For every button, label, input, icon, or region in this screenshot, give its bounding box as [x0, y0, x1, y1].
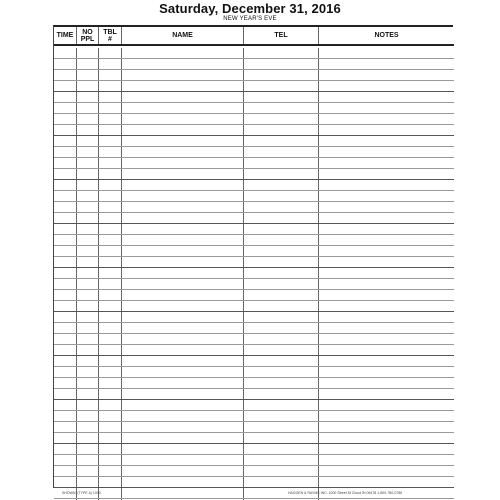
table-cell-tel[interactable] — [244, 125, 319, 135]
table-cell-name[interactable] — [122, 235, 244, 245]
table-cell-tel[interactable] — [244, 202, 319, 212]
table-row — [54, 114, 454, 125]
table-row — [54, 224, 454, 235]
table-cell-tbl[interactable] — [99, 477, 122, 487]
table-cell-tbl[interactable] — [99, 125, 122, 135]
table-row — [54, 433, 454, 444]
table-cell-tbl[interactable] — [99, 301, 122, 311]
table-cell-tel[interactable] — [244, 136, 319, 146]
table-cell-tel[interactable] — [244, 312, 319, 322]
table-cell-time[interactable] — [54, 345, 77, 355]
table-cell-notes[interactable] — [319, 367, 454, 377]
table-cell-tbl[interactable] — [99, 323, 122, 333]
footer-publisher: HAGGEN & RAYMS INC. 1000 Street St Cloud IN 06478 1-800-780-0786 — [288, 491, 403, 495]
table-row — [54, 191, 454, 202]
table-cell-name[interactable] — [122, 477, 244, 487]
table-cell-time[interactable] — [54, 433, 77, 443]
table-row — [54, 455, 454, 466]
table-cell-notes[interactable] — [319, 246, 454, 256]
table-cell-time[interactable] — [54, 70, 77, 80]
table-cell-name[interactable] — [122, 180, 244, 190]
table-cell-ppl[interactable] — [77, 422, 99, 432]
table-cell-ppl[interactable] — [77, 59, 99, 69]
table-cell-tbl[interactable] — [99, 345, 122, 355]
table-cell-notes[interactable] — [319, 103, 454, 113]
table-row — [54, 323, 454, 334]
table-cell-time[interactable] — [54, 246, 77, 256]
table-cell-tbl[interactable] — [99, 444, 122, 454]
table-cell-time[interactable] — [54, 180, 77, 190]
table-cell-tel[interactable] — [244, 356, 319, 366]
table-cell-time[interactable] — [54, 466, 77, 476]
table-cell-tbl[interactable] — [99, 290, 122, 300]
table-cell-time[interactable] — [54, 213, 77, 223]
table-cell-notes[interactable] — [319, 389, 454, 399]
table-cell-ppl[interactable] — [77, 466, 99, 476]
page-subtitle: NEW YEAR'S EVE — [223, 16, 277, 22]
table-cell-tbl[interactable] — [99, 246, 122, 256]
table-cell-ppl[interactable] — [77, 114, 99, 124]
table-cell-ppl[interactable] — [77, 224, 99, 234]
table-cell-ppl[interactable] — [77, 70, 99, 80]
table-cell-notes[interactable] — [319, 191, 454, 201]
table-cell-name[interactable] — [122, 81, 244, 91]
table-cell-notes[interactable] — [319, 114, 454, 124]
table-cell-tbl[interactable] — [99, 389, 122, 399]
table-cell-time[interactable] — [54, 356, 77, 366]
table-cell-tbl[interactable] — [99, 268, 122, 278]
table-cell-name[interactable] — [122, 378, 244, 388]
table-cell-ppl[interactable] — [77, 92, 99, 102]
table-cell-time[interactable] — [54, 389, 77, 399]
table-cell-time[interactable] — [54, 301, 77, 311]
table-cell-time[interactable] — [54, 202, 77, 212]
table-cell-tel[interactable] — [244, 400, 319, 410]
table-cell-tbl[interactable] — [99, 367, 122, 377]
table-cell-ppl[interactable] — [77, 191, 99, 201]
table-cell-notes[interactable] — [319, 81, 454, 91]
table-cell-time[interactable] — [54, 378, 77, 388]
table-cell-tbl[interactable] — [99, 455, 122, 465]
table-cell-name[interactable] — [122, 103, 244, 113]
table-cell-notes[interactable] — [319, 59, 454, 69]
table-cell-notes[interactable] — [319, 224, 454, 234]
table-cell-time[interactable] — [54, 224, 77, 234]
table-cell-name[interactable] — [122, 202, 244, 212]
table-cell-name[interactable] — [122, 114, 244, 124]
table-cell-time[interactable] — [54, 114, 77, 124]
table-cell-time[interactable] — [54, 125, 77, 135]
table-cell-notes[interactable] — [319, 433, 454, 443]
table-cell-name[interactable] — [122, 246, 244, 256]
table-cell-ppl[interactable] — [77, 312, 99, 322]
table-cell-name[interactable] — [122, 466, 244, 476]
table-row — [54, 169, 454, 180]
table-cell-time[interactable] — [54, 48, 77, 58]
table-cell-name[interactable] — [122, 48, 244, 58]
table-cell-tel[interactable] — [244, 169, 319, 179]
page-title: Saturday, December 31, 2016 — [159, 1, 341, 16]
table-row — [54, 246, 454, 257]
table-cell-ppl[interactable] — [77, 246, 99, 256]
table-cell-notes[interactable] — [319, 477, 454, 487]
table-cell-ppl[interactable] — [77, 48, 99, 58]
table-cell-notes[interactable] — [319, 92, 454, 102]
table-cell-name[interactable] — [122, 444, 244, 454]
table-cell-time[interactable] — [54, 400, 77, 410]
table-cell-ppl[interactable] — [77, 411, 99, 421]
table-cell-time[interactable] — [54, 455, 77, 465]
table-cell-notes[interactable] — [319, 400, 454, 410]
column-header-time: TIME — [54, 27, 77, 44]
table-cell-name[interactable] — [122, 422, 244, 432]
table-row — [54, 180, 454, 191]
table-cell-time[interactable] — [54, 59, 77, 69]
table-row — [54, 290, 454, 301]
table-cell-tbl[interactable] — [99, 136, 122, 146]
table-cell-tel[interactable] — [244, 290, 319, 300]
table-cell-ppl[interactable] — [77, 477, 99, 487]
table-cell-name[interactable] — [122, 290, 244, 300]
table-cell-notes[interactable] — [319, 136, 454, 146]
table-row — [54, 356, 454, 367]
table-cell-name[interactable] — [122, 147, 244, 157]
table-cell-ppl[interactable] — [77, 81, 99, 91]
table-cell-notes[interactable] — [319, 356, 454, 366]
table-cell-name[interactable] — [122, 367, 244, 377]
table-cell-time[interactable] — [54, 444, 77, 454]
table-row — [54, 125, 454, 136]
table-row — [54, 158, 454, 169]
table-cell-name[interactable] — [122, 224, 244, 234]
table-cell-notes[interactable] — [319, 312, 454, 322]
table-cell-tel[interactable] — [244, 147, 319, 157]
table-cell-time[interactable] — [54, 312, 77, 322]
table-cell-notes[interactable] — [319, 257, 454, 267]
table-cell-tbl[interactable] — [99, 257, 122, 267]
table-header — [54, 27, 454, 46]
table-cell-ppl[interactable] — [77, 257, 99, 267]
table-cell-tel[interactable] — [244, 455, 319, 465]
table-cell-notes[interactable] — [319, 125, 454, 135]
table-cell-tbl[interactable] — [99, 48, 122, 58]
column-header-tel: TEL — [244, 27, 319, 44]
table-cell-tel[interactable] — [244, 389, 319, 399]
table-cell-tel[interactable] — [244, 433, 319, 443]
table-cell-ppl[interactable] — [77, 290, 99, 300]
table-cell-notes[interactable] — [319, 158, 454, 168]
table-cell-time[interactable] — [54, 191, 77, 201]
table-cell-notes[interactable] — [319, 466, 454, 476]
table-cell-time[interactable] — [54, 136, 77, 146]
table-cell-time[interactable] — [54, 323, 77, 333]
table-cell-notes[interactable] — [319, 213, 454, 223]
table-cell-tel[interactable] — [244, 257, 319, 267]
table-cell-tbl[interactable] — [99, 378, 122, 388]
table-cell-notes[interactable] — [319, 180, 454, 190]
table-cell-ppl[interactable] — [77, 180, 99, 190]
table-row — [54, 257, 454, 268]
table-cell-tel[interactable] — [244, 180, 319, 190]
table-row — [54, 301, 454, 312]
table-cell-tel[interactable] — [244, 235, 319, 245]
table-row — [54, 70, 454, 81]
table-cell-name[interactable] — [122, 191, 244, 201]
table-cell-name[interactable] — [122, 213, 244, 223]
table-cell-tel[interactable] — [244, 323, 319, 333]
table-cell-notes[interactable] — [319, 455, 454, 465]
table-row — [54, 422, 454, 433]
table-cell-time[interactable] — [54, 411, 77, 421]
table-cell-name[interactable] — [122, 70, 244, 80]
table-cell-name[interactable] — [122, 389, 244, 399]
table-cell-tel[interactable] — [244, 422, 319, 432]
table-cell-tbl[interactable] — [99, 70, 122, 80]
table-cell-name[interactable] — [122, 279, 244, 289]
table-cell-time[interactable] — [54, 147, 77, 157]
table-cell-time[interactable] — [54, 334, 77, 344]
table-cell-notes[interactable] — [319, 411, 454, 421]
table-row — [54, 400, 454, 411]
table-cell-tbl[interactable] — [99, 312, 122, 322]
table-row — [54, 59, 454, 70]
table-cell-tel[interactable] — [244, 92, 319, 102]
table-cell-tbl[interactable] — [99, 180, 122, 190]
table-cell-name[interactable] — [122, 433, 244, 443]
table-cell-time[interactable] — [54, 290, 77, 300]
table-cell-tbl[interactable] — [99, 191, 122, 201]
table-cell-time[interactable] — [54, 268, 77, 278]
table-cell-ppl[interactable] — [77, 169, 99, 179]
table-cell-time[interactable] — [54, 367, 77, 377]
table-cell-tbl[interactable] — [99, 224, 122, 234]
table-cell-notes[interactable] — [319, 202, 454, 212]
table-cell-notes[interactable] — [319, 48, 454, 58]
table-cell-tbl[interactable] — [99, 169, 122, 179]
table-cell-notes[interactable] — [319, 70, 454, 80]
table-row — [54, 235, 454, 246]
table-cell-notes[interactable] — [319, 345, 454, 355]
table-cell-tbl[interactable] — [99, 103, 122, 113]
table-cell-ppl[interactable] — [77, 279, 99, 289]
table-cell-ppl[interactable] — [77, 345, 99, 355]
table-cell-name[interactable] — [122, 136, 244, 146]
table-row — [54, 136, 454, 147]
table-cell-tbl[interactable] — [99, 81, 122, 91]
table-cell-time[interactable] — [54, 169, 77, 179]
table-cell-ppl[interactable] — [77, 125, 99, 135]
table-cell-ppl[interactable] — [77, 136, 99, 146]
table-cell-ppl[interactable] — [77, 378, 99, 388]
table-cell-tbl[interactable] — [99, 411, 122, 421]
table-cell-ppl[interactable] — [77, 103, 99, 113]
table-cell-ppl[interactable] — [77, 400, 99, 410]
table-cell-ppl[interactable] — [77, 334, 99, 344]
table-cell-tel[interactable] — [244, 301, 319, 311]
table-row — [54, 466, 454, 477]
table-cell-ppl[interactable] — [77, 455, 99, 465]
table-row — [54, 48, 454, 59]
table-cell-tbl[interactable] — [99, 433, 122, 443]
table-cell-ppl[interactable] — [77, 389, 99, 399]
reservation-sheet — [53, 25, 453, 488]
table-row — [54, 103, 454, 114]
table-row — [54, 411, 454, 422]
table-cell-tel[interactable] — [244, 224, 319, 234]
table-cell-tel[interactable] — [244, 334, 319, 344]
table-cell-tel[interactable] — [244, 367, 319, 377]
table-cell-name[interactable] — [122, 411, 244, 421]
table-cell-tbl[interactable] — [99, 356, 122, 366]
table-cell-name[interactable] — [122, 400, 244, 410]
table-row — [54, 92, 454, 103]
table-cell-tbl[interactable] — [99, 422, 122, 432]
table-cell-tbl[interactable] — [99, 158, 122, 168]
table-row — [54, 312, 454, 323]
table-cell-tel[interactable] — [244, 81, 319, 91]
footer — [0, 491, 500, 499]
column-header-notes: NOTES — [374, 32, 399, 39]
table-cell-time[interactable] — [54, 92, 77, 102]
table-cell-tel[interactable] — [244, 477, 319, 487]
table-cell-tel[interactable] — [244, 444, 319, 454]
table-cell-ppl[interactable] — [77, 147, 99, 157]
table-cell-ppl[interactable] — [77, 158, 99, 168]
table-row — [54, 268, 454, 279]
table-cell-tbl[interactable] — [99, 92, 122, 102]
table-cell-name[interactable] — [122, 125, 244, 135]
table-row — [54, 477, 454, 488]
table-cell-notes[interactable] — [319, 290, 454, 300]
table-cell-name[interactable] — [122, 312, 244, 322]
table-row — [54, 444, 454, 455]
table-cell-tbl[interactable] — [99, 400, 122, 410]
table-cell-time[interactable] — [54, 81, 77, 91]
table-body — [54, 48, 454, 500]
table-cell-tel[interactable] — [244, 411, 319, 421]
table-cell-name[interactable] — [122, 323, 244, 333]
table-row — [54, 367, 454, 378]
table-cell-name[interactable] — [122, 92, 244, 102]
table-row — [54, 378, 454, 389]
table-cell-name[interactable] — [122, 169, 244, 179]
table-cell-ppl[interactable] — [77, 356, 99, 366]
table-cell-notes[interactable] — [319, 235, 454, 245]
table-cell-notes[interactable] — [319, 268, 454, 278]
table-cell-ppl[interactable] — [77, 433, 99, 443]
table-cell-tel[interactable] — [244, 213, 319, 223]
table-cell-tel[interactable] — [244, 191, 319, 201]
table-cell-time[interactable] — [54, 235, 77, 245]
table-cell-notes[interactable] — [319, 279, 454, 289]
table-cell-name[interactable] — [122, 334, 244, 344]
table-cell-time[interactable] — [54, 477, 77, 487]
table-cell-tel[interactable] — [244, 246, 319, 256]
table-cell-tel[interactable] — [244, 345, 319, 355]
footer-form-code: SHOWN: (TYPE A) 1000 — [62, 491, 101, 495]
table-cell-notes[interactable] — [319, 334, 454, 344]
table-cell-tbl[interactable] — [99, 202, 122, 212]
column-header-ppl: NO PPL — [77, 27, 99, 44]
table-cell-tbl[interactable] — [99, 213, 122, 223]
table-cell-name[interactable] — [122, 268, 244, 278]
table-cell-ppl[interactable] — [77, 444, 99, 454]
table-cell-tel[interactable] — [244, 48, 319, 58]
column-header-name: NAME — [122, 27, 244, 44]
table-cell-tbl[interactable] — [99, 466, 122, 476]
table-cell-tel[interactable] — [244, 114, 319, 124]
table-row — [54, 213, 454, 224]
table-cell-notes[interactable] — [319, 169, 454, 179]
table-cell-name[interactable] — [122, 257, 244, 267]
table-cell-ppl[interactable] — [77, 323, 99, 333]
table-row — [54, 389, 454, 400]
table-cell-name[interactable] — [122, 455, 244, 465]
table-cell-time[interactable] — [54, 257, 77, 267]
table-cell-notes[interactable] — [319, 378, 454, 388]
table-cell-tel[interactable] — [244, 279, 319, 289]
table-cell-name[interactable] — [122, 301, 244, 311]
table-cell-tbl[interactable] — [99, 235, 122, 245]
table-row — [54, 81, 454, 92]
table-cell-time[interactable] — [54, 279, 77, 289]
table-cell-tel[interactable] — [244, 466, 319, 476]
table-cell-notes[interactable] — [319, 323, 454, 333]
table-cell-notes[interactable] — [319, 422, 454, 432]
table-cell-tel[interactable] — [244, 158, 319, 168]
table-cell-ppl[interactable] — [77, 301, 99, 311]
table-cell-ppl[interactable] — [77, 213, 99, 223]
table-row — [54, 279, 454, 290]
table-cell-tel[interactable] — [244, 70, 319, 80]
table-cell-tbl[interactable] — [99, 279, 122, 289]
table-cell-time[interactable] — [54, 103, 77, 113]
table-cell-tel[interactable] — [244, 378, 319, 388]
table-cell-tel[interactable] — [244, 103, 319, 113]
table-cell-time[interactable] — [54, 158, 77, 168]
table-row — [54, 147, 454, 158]
table-cell-name[interactable] — [122, 158, 244, 168]
table-cell-notes[interactable] — [319, 444, 454, 454]
table-row — [54, 334, 454, 345]
table-row — [54, 202, 454, 213]
column-header-tbl: TBL # — [99, 27, 122, 44]
table-cell-ppl[interactable] — [77, 367, 99, 377]
table-cell-ppl[interactable] — [77, 202, 99, 212]
table-cell-name[interactable] — [122, 345, 244, 355]
table-cell-ppl[interactable] — [77, 235, 99, 245]
table-cell-tbl[interactable] — [99, 114, 122, 124]
table-cell-tbl[interactable] — [99, 334, 122, 344]
table-cell-notes[interactable] — [319, 301, 454, 311]
table-cell-time[interactable] — [54, 422, 77, 432]
table-cell-name[interactable] — [122, 356, 244, 366]
table-cell-notes[interactable] — [319, 147, 454, 157]
table-cell-tbl[interactable] — [99, 147, 122, 157]
table-cell-name[interactable] — [122, 59, 244, 69]
table-cell-tbl[interactable] — [99, 59, 122, 69]
table-cell-tel[interactable] — [244, 59, 319, 69]
table-cell-tel[interactable] — [244, 268, 319, 278]
table-cell-ppl[interactable] — [77, 268, 99, 278]
table-row — [54, 345, 454, 356]
